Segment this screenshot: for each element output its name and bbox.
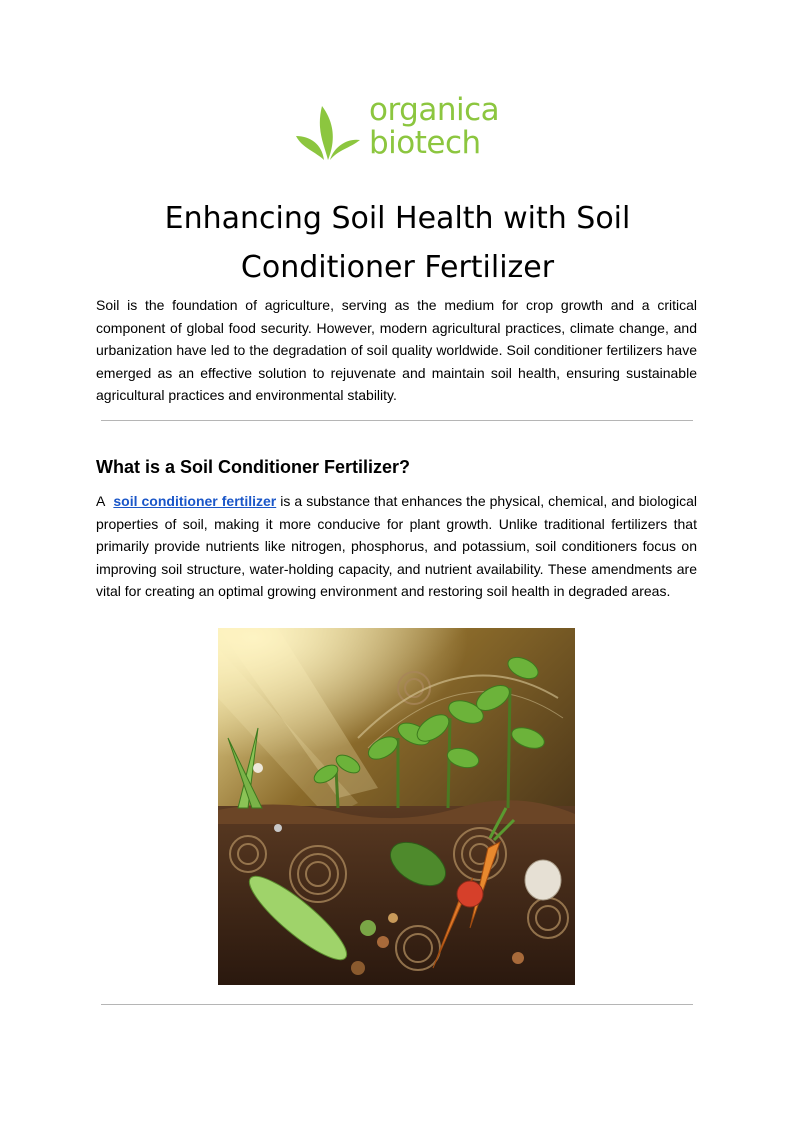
divider	[101, 1004, 693, 1005]
definition-paragraph	[96, 490, 697, 603]
paragraph-prefix: A	[96, 493, 106, 509]
logo-wordmark	[369, 94, 499, 160]
soil-conditioner-link[interactable]: soil conditioner fertilizer	[113, 493, 277, 509]
intro-paragraph: Soil is the foundation of agriculture, serving as the medium for crop growth and a critical component of global food security. However, modern agricultural practices, climate change, and urbanization have led to the degradation of soil quality worldwide. Soil conditioner fertilizers have emerged as an effective solution to rejuvenate and maintain soil health, ensuring sustainable agricultural practices and environmental stability.	[96, 297, 697, 404]
paragraph-body: is a substance that enhances the physical, chemical, and biological properties of soil, making it more conducive for plant growth. Unlike traditional fertilizers that primarily provide nutrients like nitrogen, phosphorus, and potassium, soil conditioners focus on improving soil structure, water-holding capacity, and nutrient availability. These amendments are vital for creating an optimal growing environment and restoring soil health in degraded areas.	[96, 493, 698, 600]
divider	[101, 420, 693, 421]
soil-illustration	[218, 628, 575, 985]
page-title	[96, 194, 699, 292]
title-line-2: Conditioner Fertilizer	[240, 250, 555, 285]
brand-logo	[294, 92, 514, 166]
logo-line-2: biotech	[369, 125, 481, 161]
logo-line-1: organica	[369, 92, 500, 128]
leaf-logo-icon	[294, 100, 364, 164]
soil-artwork-image	[218, 628, 575, 985]
section-heading: What is a Soil Conditioner Fertilizer?	[96, 457, 411, 477]
title-line-1: Enhancing Soil Health with Soil	[164, 201, 631, 236]
